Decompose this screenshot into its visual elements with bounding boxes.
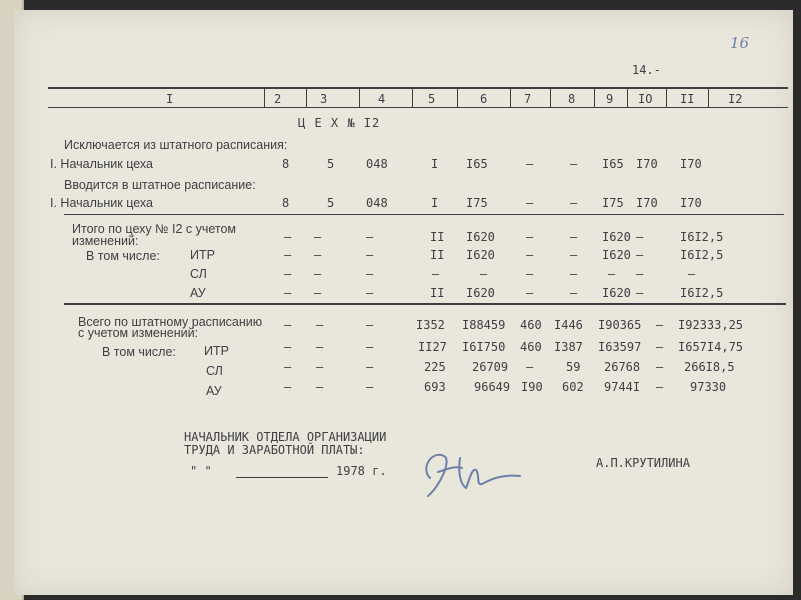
cell: II (430, 248, 445, 262)
cell: – (480, 267, 488, 281)
cell: – (656, 360, 664, 374)
cell: I70 (636, 196, 658, 210)
cell: I70 (680, 196, 702, 210)
cell: – (366, 380, 374, 394)
cell: I75 (466, 196, 488, 210)
cell: 048 (366, 157, 388, 171)
cell: – (636, 248, 644, 262)
cell: I75 (602, 196, 624, 210)
cell: I446 (554, 318, 583, 332)
cell: I6I2,5 (680, 248, 724, 262)
cell: – (526, 267, 534, 281)
cell: 26768 (604, 360, 641, 374)
header-divider (510, 89, 511, 107)
cell: – (316, 360, 324, 374)
cell: I6I750 (462, 340, 506, 354)
cell: – (432, 267, 440, 281)
cell: – (284, 286, 292, 300)
cell: 97330 (690, 380, 727, 394)
date-year: 1978 г. (336, 464, 387, 478)
included-row-label: I. Начальник цеха (50, 196, 153, 210)
cell: 460 (520, 318, 542, 332)
cell: – (284, 340, 292, 354)
including-label: В том числе: (102, 345, 176, 359)
cell: – (284, 360, 292, 374)
cell: – (636, 230, 644, 244)
cell: I352 (416, 318, 445, 332)
header-divider (627, 89, 628, 107)
cell: – (366, 267, 374, 281)
cell: – (636, 286, 644, 300)
cell: 460 (520, 340, 542, 354)
cell: I65 (602, 157, 624, 171)
cell: – (526, 248, 534, 262)
excluded-heading: Исключается из штатного расписания: (64, 138, 288, 152)
column-header: 9 (606, 92, 614, 106)
cell: I90 (521, 380, 543, 394)
cell: 96649 (474, 380, 511, 394)
category-label: АУ (206, 384, 222, 398)
cell: I90365 (598, 318, 642, 332)
cell: – (656, 380, 664, 394)
section-title: Ц Е Х № I2 (298, 116, 381, 130)
cell: II (430, 286, 445, 300)
cell: – (636, 267, 644, 281)
grand-total-label: с учетом изменений: (78, 326, 199, 340)
column-header: I (166, 92, 174, 106)
included-heading: Вводится в штатное расписание: (64, 178, 256, 192)
cell: I63597 (598, 340, 642, 354)
cell: 59 (566, 360, 581, 374)
signatory-name: А.П.КРУТИЛИНА (596, 456, 690, 470)
cell: 602 (562, 380, 584, 394)
category-label: ИТР (204, 344, 229, 358)
cell: – (314, 230, 322, 244)
cell: 8 (282, 157, 290, 171)
cell: – (366, 318, 374, 332)
cell: 9744I (604, 380, 641, 394)
cell: – (316, 380, 324, 394)
header-divider (264, 89, 265, 107)
cell: I620 (466, 230, 495, 244)
cell: II (430, 230, 445, 244)
cell: 5 (327, 196, 335, 210)
cell: – (526, 286, 534, 300)
handwritten-signature (410, 438, 530, 508)
category-label: СЛ (206, 364, 223, 378)
column-header: 7 (524, 92, 532, 106)
header-divider (306, 89, 307, 107)
column-header: 2 (274, 92, 282, 106)
signatory-title: ТРУДА И ЗАРАБОТНОЙ ПЛАТЫ: (184, 443, 365, 457)
cell: I92333,25 (678, 318, 744, 332)
cell: – (284, 248, 292, 262)
signatory-title: НАЧАЛЬНИК ОТДЕЛА ОРГАНИЗАЦИИ (184, 430, 387, 444)
cell: – (608, 267, 616, 281)
cell: – (284, 380, 292, 394)
cell: I620 (602, 286, 631, 300)
category-label: АУ (190, 286, 206, 300)
section-rule (64, 303, 786, 305)
cell: – (366, 340, 374, 354)
grand-total-label: Всего по штатному расписанию (78, 315, 263, 329)
cell: I657I4,75 (678, 340, 744, 354)
header-divider (708, 89, 709, 107)
column-header: 3 (320, 92, 328, 106)
column-header: IO (638, 92, 653, 106)
header-bottom-rule (48, 107, 788, 108)
category-label: СЛ (190, 267, 207, 281)
cell: – (656, 340, 664, 354)
column-header: I2 (728, 92, 743, 106)
cell: I88459 (462, 318, 506, 332)
workshop-total-label: изменений: (72, 234, 139, 248)
cell: – (314, 286, 322, 300)
column-header: 6 (480, 92, 488, 106)
header-divider (457, 89, 458, 107)
cell: 225 (424, 360, 446, 374)
cell: II27 (418, 340, 447, 354)
cell: – (366, 230, 374, 244)
cell: I70 (680, 157, 702, 171)
header-divider (666, 89, 667, 107)
cell: 693 (424, 380, 446, 394)
cell: – (314, 267, 322, 281)
cell: – (526, 360, 534, 374)
cell: – (366, 248, 374, 262)
cell: I65 (466, 157, 488, 171)
cell: – (526, 157, 534, 171)
cell: – (570, 196, 578, 210)
cell: – (284, 230, 292, 244)
cell: 8 (282, 196, 290, 210)
cell: I6I2,5 (680, 286, 724, 300)
header-divider (359, 89, 360, 107)
cell: I620 (602, 248, 631, 262)
including-label: В том числе: (86, 249, 160, 263)
cell: – (570, 230, 578, 244)
cell: – (284, 267, 292, 281)
cell: – (314, 248, 322, 262)
column-header: II (680, 92, 695, 106)
cell: I620 (602, 230, 631, 244)
cell: 26709 (472, 360, 509, 374)
cell: – (316, 318, 324, 332)
cell: I620 (466, 248, 495, 262)
date-underline (236, 477, 328, 478)
header-divider (550, 89, 551, 107)
cell: 5 (327, 157, 335, 171)
cell: 048 (366, 196, 388, 210)
cell: – (570, 286, 578, 300)
workshop-total-label: Итого по цеху № I2 с учетом (72, 222, 237, 236)
column-header: 5 (428, 92, 436, 106)
cell: – (570, 248, 578, 262)
column-header: 8 (568, 92, 576, 106)
document-page (14, 10, 793, 595)
date-quotes: " " (190, 464, 212, 478)
section-rule (64, 214, 784, 215)
cell: – (570, 267, 578, 281)
cell: – (316, 340, 324, 354)
category-label: ИТР (190, 248, 215, 262)
cell: – (688, 267, 696, 281)
cell: – (526, 230, 534, 244)
cell: I (431, 196, 439, 210)
cell: – (284, 318, 292, 332)
cell: – (656, 318, 664, 332)
archive-page-number: 16 (730, 34, 750, 52)
header-divider (412, 89, 413, 107)
header-divider (594, 89, 595, 107)
excluded-row-label: I. Начальник цеха (50, 157, 153, 171)
cell: – (570, 157, 578, 171)
cell: I387 (554, 340, 583, 354)
page-number: 14.- (632, 63, 661, 77)
header-top-rule (48, 87, 788, 89)
cell: – (526, 196, 534, 210)
cell: 266I8,5 (684, 360, 735, 374)
cell: I6I2,5 (680, 230, 724, 244)
cell: – (366, 286, 374, 300)
column-header: 4 (378, 92, 386, 106)
cell: – (366, 360, 374, 374)
cell: I (431, 157, 439, 171)
cell: I620 (466, 286, 495, 300)
cell: I70 (636, 157, 658, 171)
